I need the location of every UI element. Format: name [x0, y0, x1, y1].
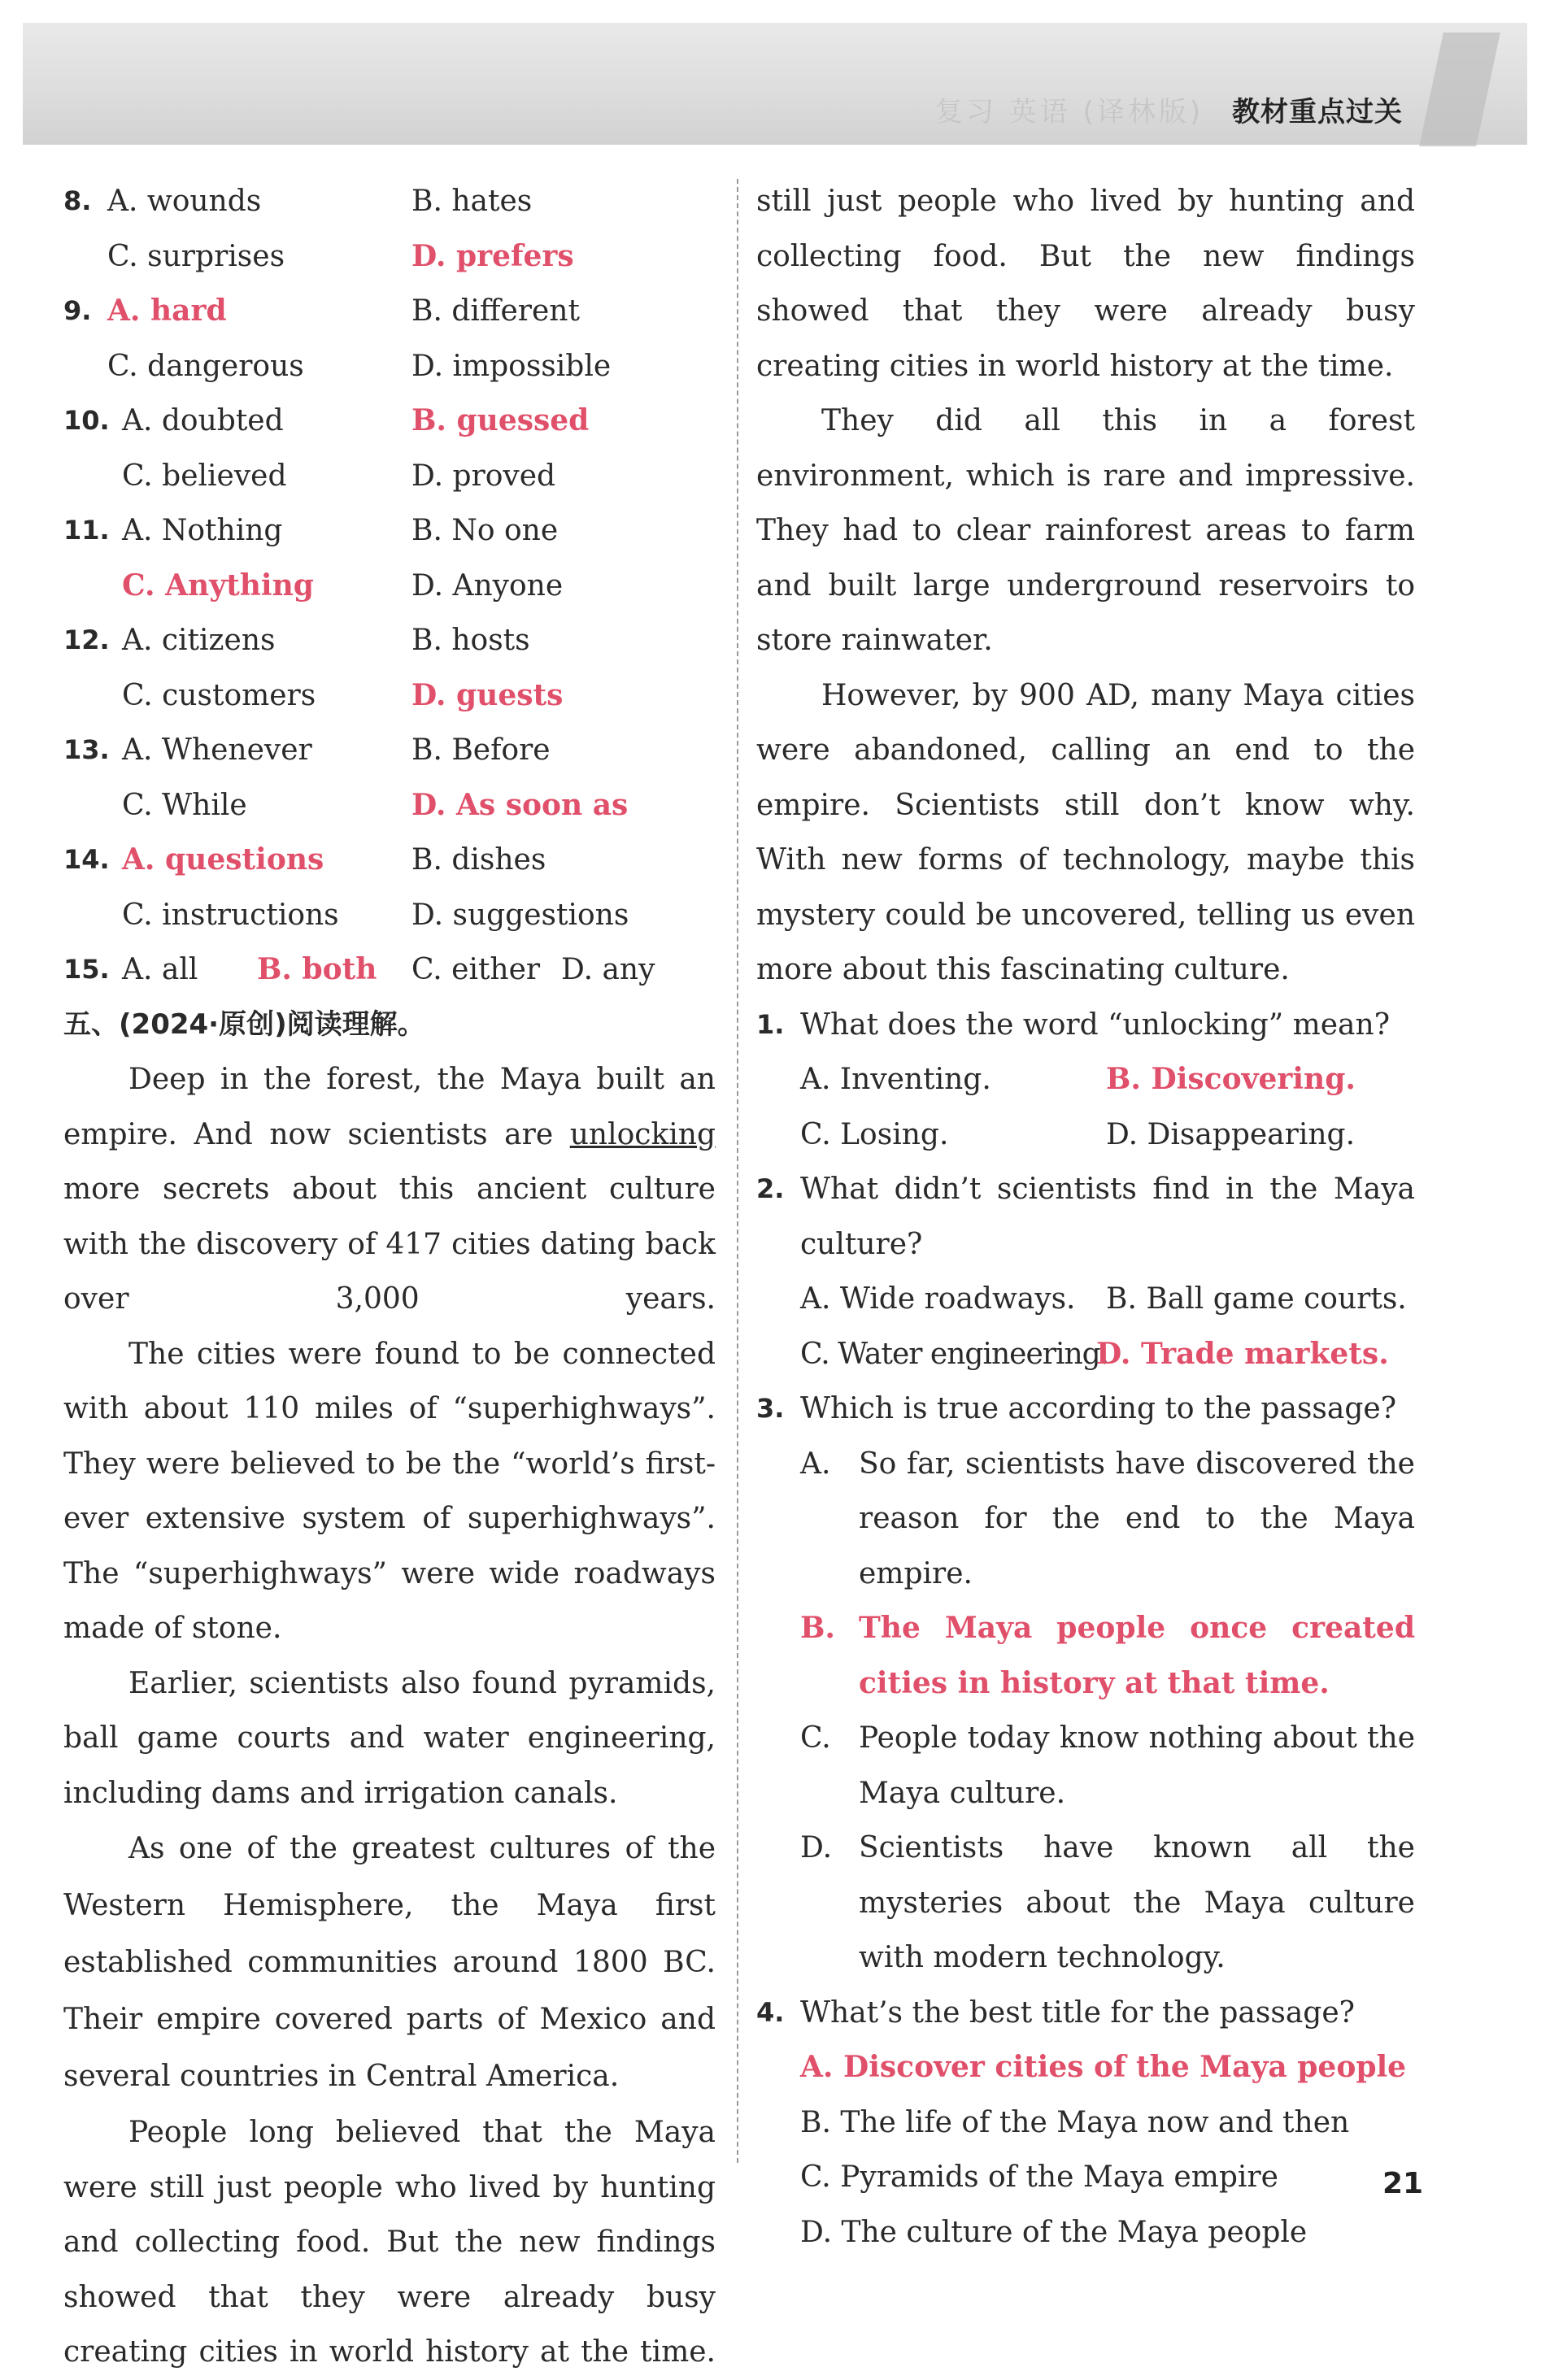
- option-b-answer: The Maya people once created cities in history at that time.: [859, 1611, 1415, 1700]
- cloze-row: [63, 174, 716, 229]
- option-a: A. Nothing: [122, 514, 283, 547]
- question-number: 9.: [63, 295, 92, 326]
- cloze-row: [63, 229, 716, 285]
- option-c: C. believed: [122, 459, 287, 493]
- option-row: [756, 1052, 1415, 1107]
- section-title: 五、(2024·原创)阅读理解。: [63, 1007, 425, 1041]
- cloze-row: [63, 339, 716, 394]
- cloze-row: [63, 668, 716, 724]
- option-b: B. No one: [411, 514, 559, 547]
- underlined-word: unlocking: [569, 1117, 716, 1151]
- option-a: A. all: [122, 953, 198, 986]
- cloze-row: [63, 503, 716, 559]
- option-a: A. Inventing.: [800, 1063, 991, 1096]
- option-a: A. wounds: [107, 185, 262, 218]
- question-number: 12.: [63, 624, 110, 655]
- cloze-row: [63, 449, 716, 504]
- passage-text: more secrets about this ancient culture with the discovery of 417 cities dating back over 3,000 years.: [63, 1173, 716, 1316]
- header-title: 教材重点过关: [1232, 96, 1403, 128]
- question-text: What’s the best title for the passage?: [800, 1995, 1355, 2030]
- option-letter: D.: [800, 1831, 833, 1864]
- option-c: C. Losing.: [800, 1117, 949, 1151]
- cloze-row: [63, 723, 716, 778]
- option-row: [756, 2150, 1415, 2205]
- option-d: D. any: [561, 953, 655, 986]
- option-d-answer: D. prefers: [411, 238, 574, 273]
- option-b: B. hosts: [411, 624, 530, 657]
- option-c: C. surprises: [107, 239, 285, 273]
- passage-paragraph: Earlier, scientists also found pyramids, ball game courts and water engineering, including dams and irrigation canals.: [63, 1666, 716, 1810]
- option-b: B. dishes: [411, 843, 546, 877]
- option-c: C. Pyramids of the Maya empire: [800, 2160, 1278, 2194]
- option-c: C. Water engineering.: [800, 1337, 1109, 1371]
- question-number: 4.: [756, 1996, 785, 2028]
- question-text: What does the word “unlocking” mean?: [800, 1007, 1391, 1042]
- passage-continuation: [756, 174, 1415, 394]
- question: [756, 1986, 1415, 2041]
- question: [756, 998, 1415, 1053]
- question-number: 1.: [756, 1008, 785, 1040]
- cloze-row: [63, 778, 716, 833]
- cloze-row: [63, 394, 716, 449]
- option-b: B. The life of the Maya now and then: [800, 2105, 1350, 2139]
- passage-text: Deep in the forest, the Maya built an empire. And now scientists are: [63, 1063, 716, 1151]
- option-row: [756, 2040, 1415, 2095]
- option-letter: C.: [800, 1721, 831, 1755]
- option-d: D. impossible: [411, 349, 612, 383]
- question-number: 2.: [756, 1173, 785, 1204]
- option-a-answer: A. hard: [107, 294, 227, 328]
- question-number: 15.: [63, 954, 110, 985]
- passage-paragraph: still just people who lived by hunting and collecting food. But the new findings showed that they were already busy creating cities in world history at the time.: [756, 120, 1415, 394]
- option-d: D. Anyone: [411, 568, 564, 603]
- option-row: [756, 1327, 1415, 1382]
- option-a: A. citizens: [122, 624, 276, 657]
- option-a: A. Wide roadways.: [800, 1282, 1076, 1316]
- question-number: 14.: [63, 844, 110, 875]
- option-d: D. suggestions: [411, 898, 629, 932]
- option-row: [756, 1821, 1415, 1986]
- option-d-answer: D. As soon as: [411, 787, 629, 822]
- question-number: 13.: [63, 734, 110, 765]
- cloze-row: [63, 888, 716, 943]
- option-d-answer: D. guests: [411, 677, 564, 712]
- option-d: D. The culture of the Maya people: [800, 2215, 1308, 2249]
- question-text: What didn’t scientists find in the Maya culture?: [800, 1173, 1415, 1261]
- option-a: So far, scientists have discovered the reason for the end to the Maya empire.: [859, 1447, 1415, 1590]
- cloze-row: [63, 942, 716, 998]
- header-watermark: 复习 英语 (译林版): [935, 96, 1204, 128]
- option-letter: A.: [800, 1447, 831, 1481]
- option-c-answer: C. Anything: [122, 568, 314, 603]
- option-row: [756, 2095, 1415, 2151]
- cloze-row: [63, 559, 716, 614]
- option-b: B. different: [411, 294, 580, 328]
- option-row-answer: [756, 1601, 1415, 1711]
- cloze-row: [63, 613, 716, 668]
- option-c: C. customers: [122, 678, 316, 712]
- option-row: [756, 1711, 1415, 1821]
- option-d: D. Disappearing.: [1106, 1117, 1356, 1151]
- option-c: C. While: [122, 788, 247, 822]
- page-number: 21: [1382, 2167, 1424, 2200]
- option-d: Scientists have known all the mysteries about the Maya culture with modern technology.: [859, 1831, 1415, 1974]
- passage-paragraph: As one of the greatest cultures of the Western Hemisphere, the Maya first established communities around 1800 BC. Their empire covered parts of Mexico and several countries in Central America.: [63, 1832, 716, 2093]
- option-row: [756, 1437, 1415, 1602]
- question-number: 3.: [756, 1393, 785, 1424]
- option-b: B. hates: [411, 185, 533, 218]
- option-d: D. proved: [411, 459, 556, 493]
- cloze-row: [63, 284, 716, 339]
- option-c: C. instructions: [122, 898, 339, 932]
- option-a-answer: A. Discover cities of the Maya people: [800, 2050, 1407, 2084]
- option-a: A. Whenever: [122, 733, 312, 767]
- option-c: C. dangerous: [107, 349, 304, 383]
- option-a: A. doubted: [122, 404, 284, 437]
- question-text: Which is true according to the passage?: [800, 1392, 1396, 1425]
- question: [756, 1162, 1415, 1272]
- question-number: 8.: [63, 185, 92, 216]
- option-d-answer: D. Trade markets.: [1096, 1336, 1389, 1371]
- passage-paragraph: However, by 900 AD, many Maya cities were abandoned, calling an end to the empire. Scientists still don’t know why. With new forms of technology, maybe this mystery could be uncovered, telling us even more about this fascinating culture.: [756, 678, 1415, 986]
- option-letter: B.: [800, 1611, 835, 1645]
- passage-paragraph: [63, 1052, 716, 1327]
- passage-paragraph: The cities were found to be connected with about 110 miles of “superhighways”. They were believed to be the “world’s first-ever extensive system of superhighways”. The “superhighways” were wide roadways made of stone.: [63, 1337, 716, 1645]
- question: [756, 1381, 1415, 1437]
- passage-paragraph: People long believed that the Maya were still just people who lived by hunting and collecting food. But the new findings showed that they were already busy creating cities in world history at the time.: [63, 2116, 716, 2369]
- option-b-answer: B. guessed: [411, 403, 590, 437]
- column-divider: [737, 179, 738, 2163]
- option-row: [756, 1107, 1415, 1163]
- option-row: [756, 1272, 1415, 1327]
- option-row: [756, 2205, 1415, 2260]
- question-number: 10.: [63, 405, 110, 436]
- option-b: B. Before: [411, 733, 551, 767]
- question-number: 11.: [63, 515, 110, 546]
- option-a-answer: A. questions: [122, 842, 324, 877]
- option-c: C. either: [411, 953, 541, 986]
- spacer: [756, 155, 1415, 156]
- option-b-answer: B. both: [257, 952, 377, 986]
- left-column: [63, 174, 716, 2369]
- cloze-row: [63, 833, 716, 888]
- option-b-answer: B. Discovering.: [1106, 1062, 1356, 1096]
- option-b: B. Ball game courts.: [1106, 1282, 1407, 1316]
- right-column: [756, 174, 1415, 2260]
- passage-paragraph: They did all this in a forest environment, which is rare and impressive. They had to clear rainforest areas to farm and built large underground reservoirs to store rainwater.: [756, 404, 1415, 657]
- option-c: People today know nothing about the Maya culture.: [859, 1721, 1415, 1810]
